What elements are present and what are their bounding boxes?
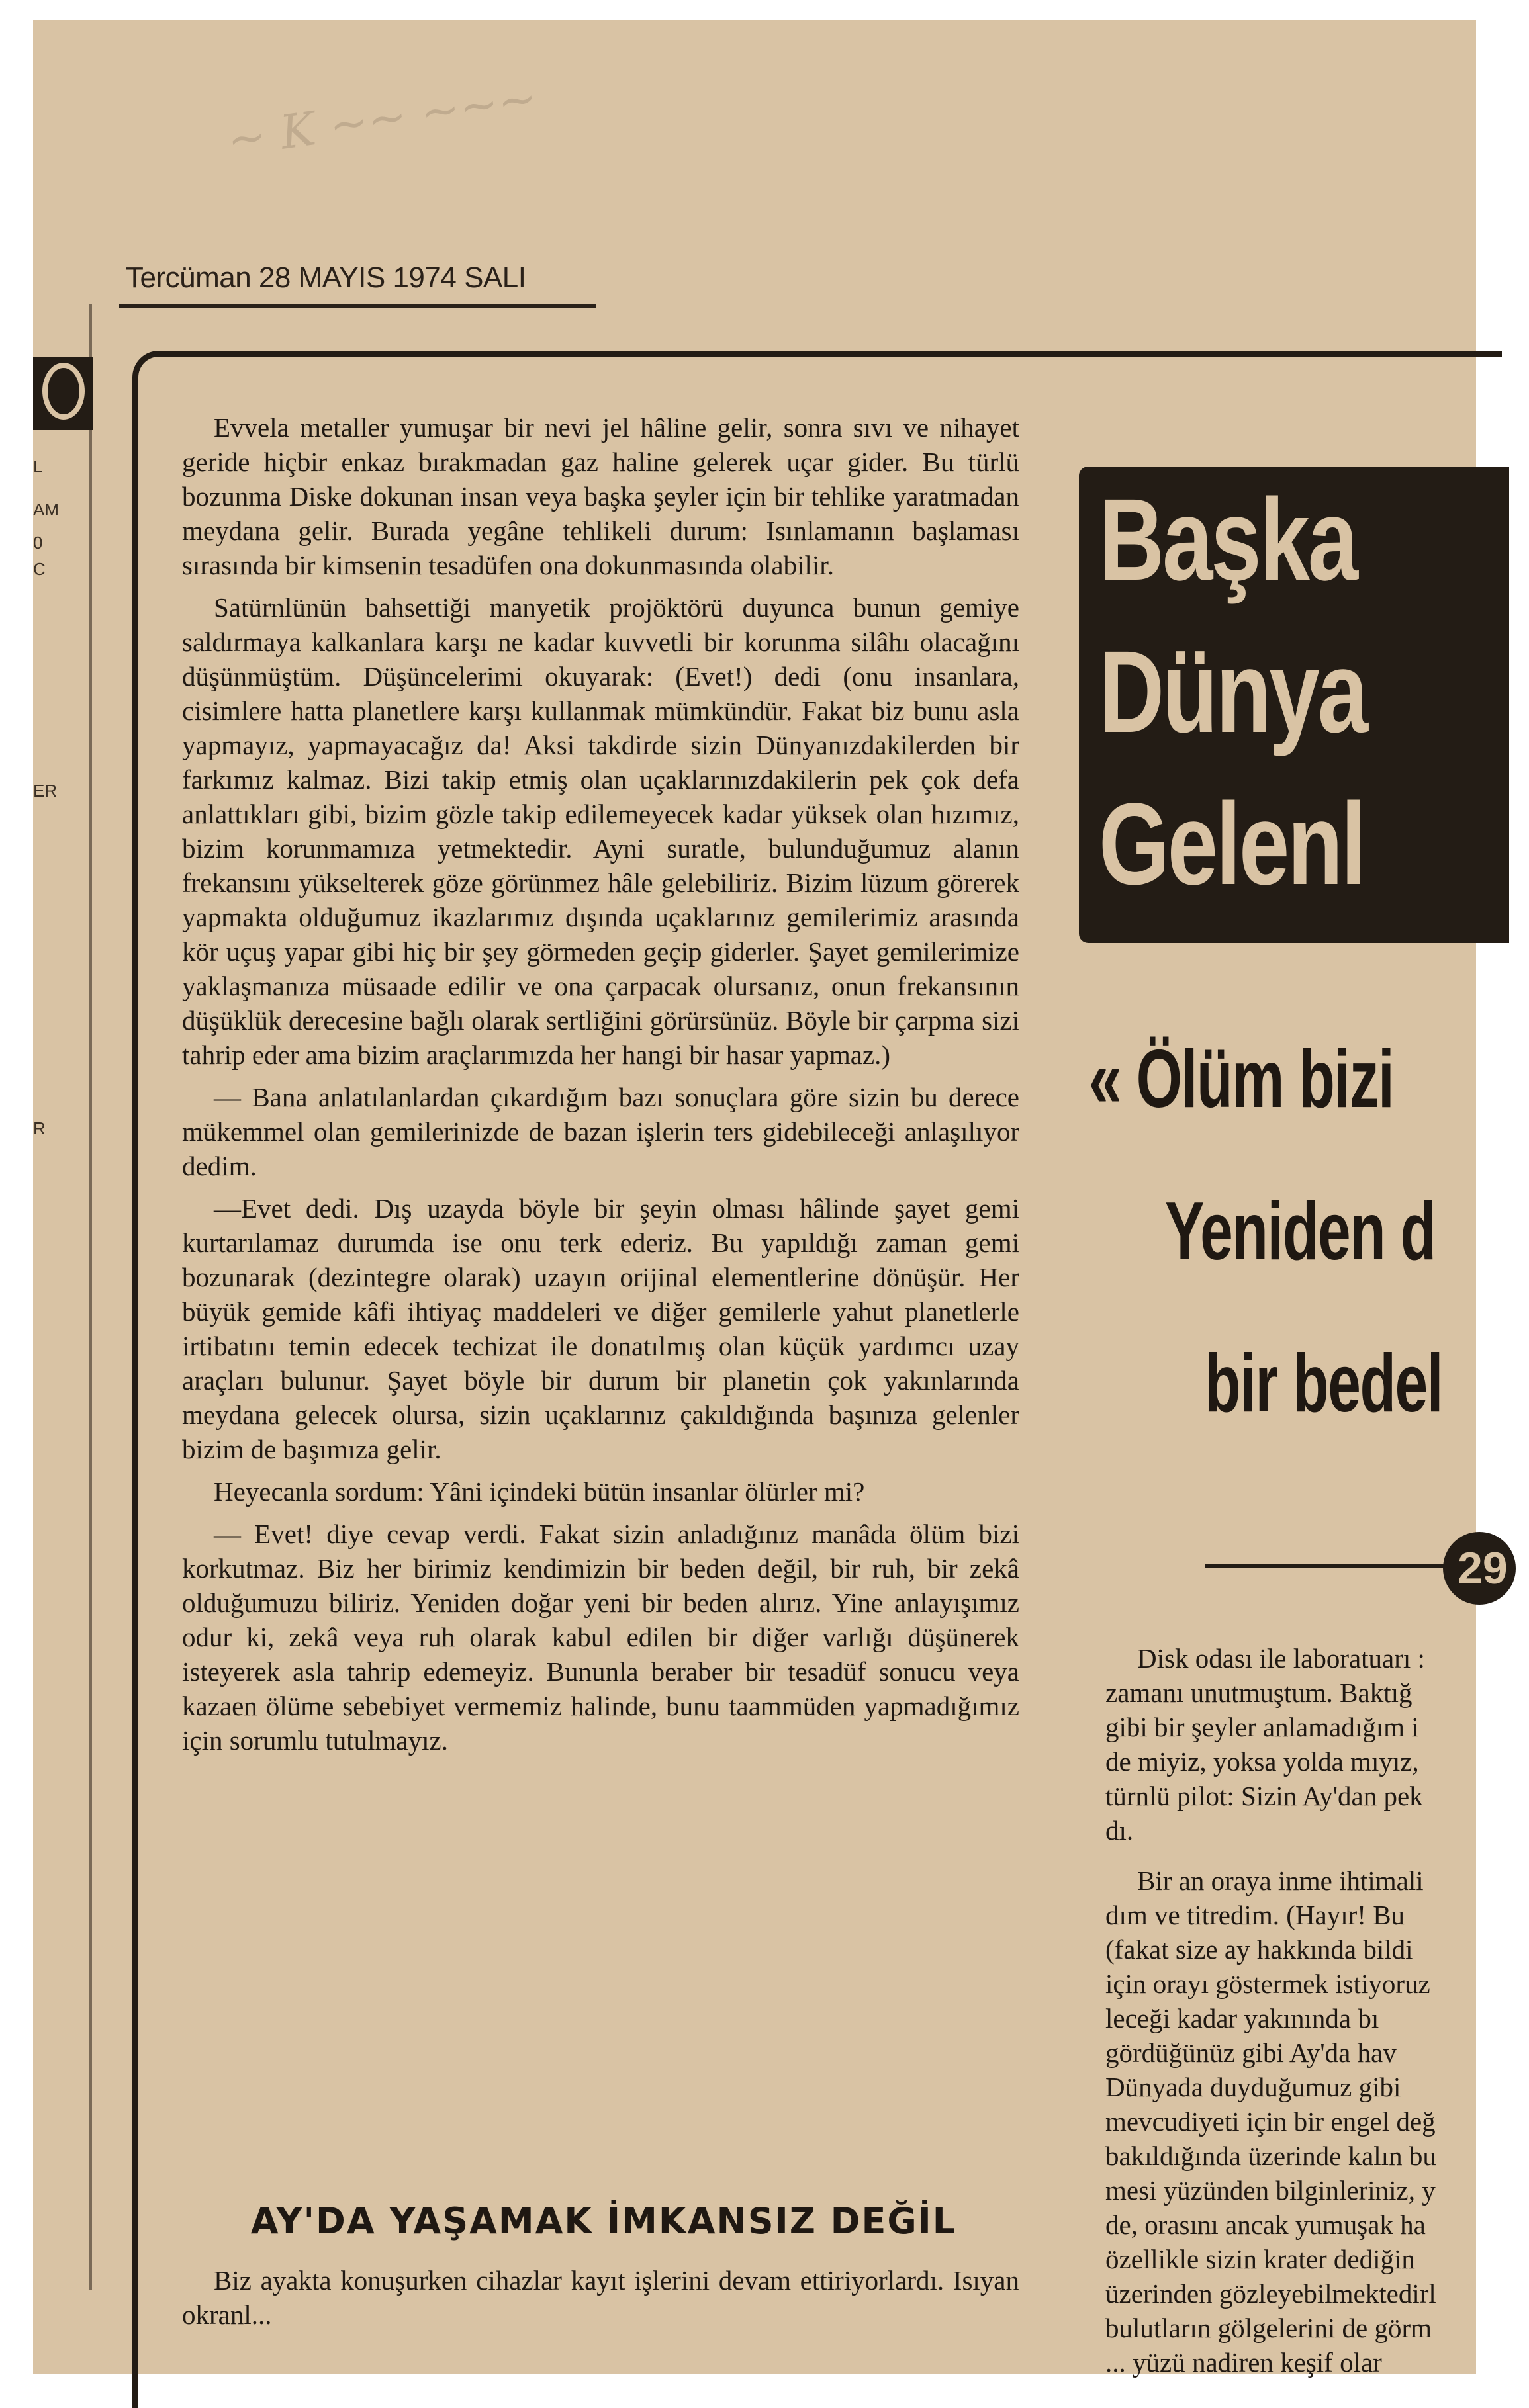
right-column-line: özellikle sizin krater dediğin (1105, 2244, 1415, 2274)
right-column-line: bakıldığında üzerinde kalın bu (1105, 2141, 1436, 2171)
article-paragraph: —Evet dedi. Dış uzayda böyle bir şeyin olması hâlinde şayet gemi kurtarılamaz durumda ise onu terk ederiz. Bu yapıldığı zaman gemi bozunarak (dezintegre olarak) uzayın orijinal elementlerine dönüşür. Her büyük gemide kâfi ihtiyaç maddeleri ve diğer gemilerle yahut planetlerle irtibatını temin edecek techizat ile donatılmış olan küçük yardımcı uzay araçları bulunur. Şayet böyle bir durum bir planetin çok yakınlarında meydana gelecek olursa, sizin uçaklarınız çakıldığında başınıza gelenler bizim de başımıza gelir. (182, 1193, 1019, 1464)
pull-quote-line: « Ölüm bizi (1089, 1034, 1394, 1125)
article-paragraph-continued: Biz ayakta konuşurken cihazlar kayıt işlerini devam ettiriyorlardı. Isıyan okranl... (182, 2265, 1019, 2330)
right-column-line: dım ve titredim. (Hayır! Bu (1105, 1900, 1405, 1930)
right-column-line: mesi yüzünden bilginleriniz, y (1105, 2175, 1436, 2206)
right-column-line: mevcudiyeti için bir engel değ (1105, 2106, 1436, 2137)
cut-off-letter: ER (33, 781, 58, 801)
right-column-line: bulutların gölgelerini de görm (1105, 2313, 1432, 2343)
right-column-line: zamanı unutmuştum. Baktığ (1105, 1677, 1413, 1708)
right-column-line: gördüğünüz gibi Ay'da hav (1105, 2037, 1397, 2068)
cut-off-letter: L (33, 457, 43, 476)
right-column-line: türnlü pilot: Sizin Ay'dan pek (1105, 1781, 1423, 1811)
right-column-line: üzerinden gözleyebilmektedirl (1105, 2278, 1436, 2309)
article-paragraph: Evvela metaller yumuşar bir nevi jel hâline gelir, sonra sıvı ve nihayet geride hiçbir enkaz bırakmadan gaz haline gelerek uçar gider. Bu türlü bozunma Diske dokunan insan veya başka şeyler için bir tehlike yaratmadan meydana gelir. Burada yegâne tehlikeli durum: Isınlamanın başlaması sırasında bir kimsenin tesadüfen ona dokunmasında olabilir. (182, 412, 1019, 580)
right-column-line: ... yüzü nadiren keşif olar (1105, 2347, 1382, 2378)
cut-off-letter: 0 (33, 533, 43, 553)
right-column-line: dı. (1105, 1815, 1134, 1846)
right-column-line: (fakat size ay hakkında bildi (1105, 1934, 1413, 1965)
article-paragraph: — Evet! diye cevap verdi. Fakat sizin anladığınız manâda ölüm bizi korkutmaz. Biz her birimiz kendimizin bir beden değil, bir ruh, bir zekâ olduğumuzu biliriz. Yeniden doğar yeni bir beden alırız. Yine anlayışımız odur ki, zekâ veya ruh olarak kabul edilen bir diğer varlığı düşünerek isteyerek asla tahrip edemeyiz. Bununla beraber bir tesadüf sonucu veya kazaen ölüme sebebiyet vermemiz halinde, bunu taammüden yapmadığımız için sorumlu tutulmayız. (182, 1519, 1019, 1756)
article-subheading: AY'DA YAŞAMAK İMKANSIZ DEĞİL (250, 2200, 957, 2242)
newspaper-clipping (33, 20, 1508, 2378)
series-title-box (1079, 467, 1509, 943)
cut-off-black-box (33, 357, 93, 430)
right-column-line: de, orasını ancak yumuşak ha (1105, 2209, 1426, 2240)
masthead-rule (119, 304, 596, 308)
right-column-line: de miyiz, yoksa yolda mıyız, (1105, 1746, 1419, 1777)
right-column-line: leceği kadar yakınında bı (1105, 2003, 1379, 2033)
article-body (182, 410, 1019, 1765)
article-paragraph: — Bana anlatılanlardan çıkardığım bazı sonuçlara göre sizin bu derece mükemmel olan gemilerinizde de bazan işlerin ters gidebileceği anlaşılıyor dedim. (182, 1082, 1019, 1181)
part-number-badge: 29 (1443, 1532, 1516, 1605)
pull-quote-line: Yeniden d (1165, 1186, 1436, 1277)
cut-off-letter: AM (33, 500, 59, 519)
pull-quote-line: bir bedel (1205, 1338, 1443, 1429)
series-title-line: Dünya (1099, 627, 1366, 757)
right-column-line: için orayı göstermek istiyoruz (1105, 1969, 1430, 1999)
pencil-annotation-scribble: ~ K ~~ ~~~ (224, 70, 541, 167)
cut-off-letter: R (33, 1118, 46, 1138)
part-number-rule (1205, 1564, 1469, 1568)
right-column-text (1105, 1641, 1529, 2380)
right-column-line: Bir an oraya inme ihtimali (1137, 1865, 1424, 1896)
right-column-line: gibi bir şeyler anlamadığım i (1105, 1712, 1419, 1742)
cut-off-letter: C (33, 559, 46, 579)
newspaper-masthead: Tercüman 28 MAYIS 1974 SALI (126, 261, 526, 294)
article-paragraph: Heyecanla sordum: Yâni içindeki bütün insanlar ölürler mi? (214, 1476, 865, 1507)
article-paragraph: Satürnlünün bahsettiği manyetik projöktörü duyunca bunun gemiye saldırmaya kalkanlara karşı ne kadar kuvvetli bir korunma silâhı olacağını düşünmüştüm. Düşüncelerimi okuyarak: (Evet!) dedi (onu insanlara, cisimlere hatta planetlere karşı kullanmak mümkündür. Fakat biz bunu asla yapmayız, yapmayacağız da! Aksi takdirde sizin Dünyanızdakilerden bir farkımız kalmaz. Bizi takip etmiş olan uçaklarınızdakilerin pek çok defa anlattıkları gibi, bizim gözle takip edilemeyecek kadar yüksek olan hızımız, bizim korunmamıza yetmektedir. Ayni suratle, bulunduğumuz alanın frekansını yükselterek göze görünmez hâle gelebiliriz. Bizim lüzum görerek yapmakta olduğumuz ikazlarımız dışında uçaklarınız gemilerimiz arasında kör uçuş yapar gibi hiç bir şey görmeden geçip giderler. Şayet gemilerimize yaklaşmanıza müsaade edilir ve ona çarpacak olursanız, onun frekansının düşüklük derecesine bağlı olarak sertliğini görürsünüz. Böyle bir çarpma sizi tahrip eder ama bizim araçlarımızda her hangi bir hasar yapmaz.) (182, 592, 1019, 1070)
series-title-line: Gelenl (1099, 780, 1364, 909)
cut-off-left-column (33, 331, 93, 2184)
series-title-line: Başka (1099, 475, 1356, 605)
right-column-line: Dünyada duyduğumuz gibi (1105, 2072, 1401, 2102)
right-column-line: Disk odası ile laboratuarı : (1137, 1643, 1425, 1673)
